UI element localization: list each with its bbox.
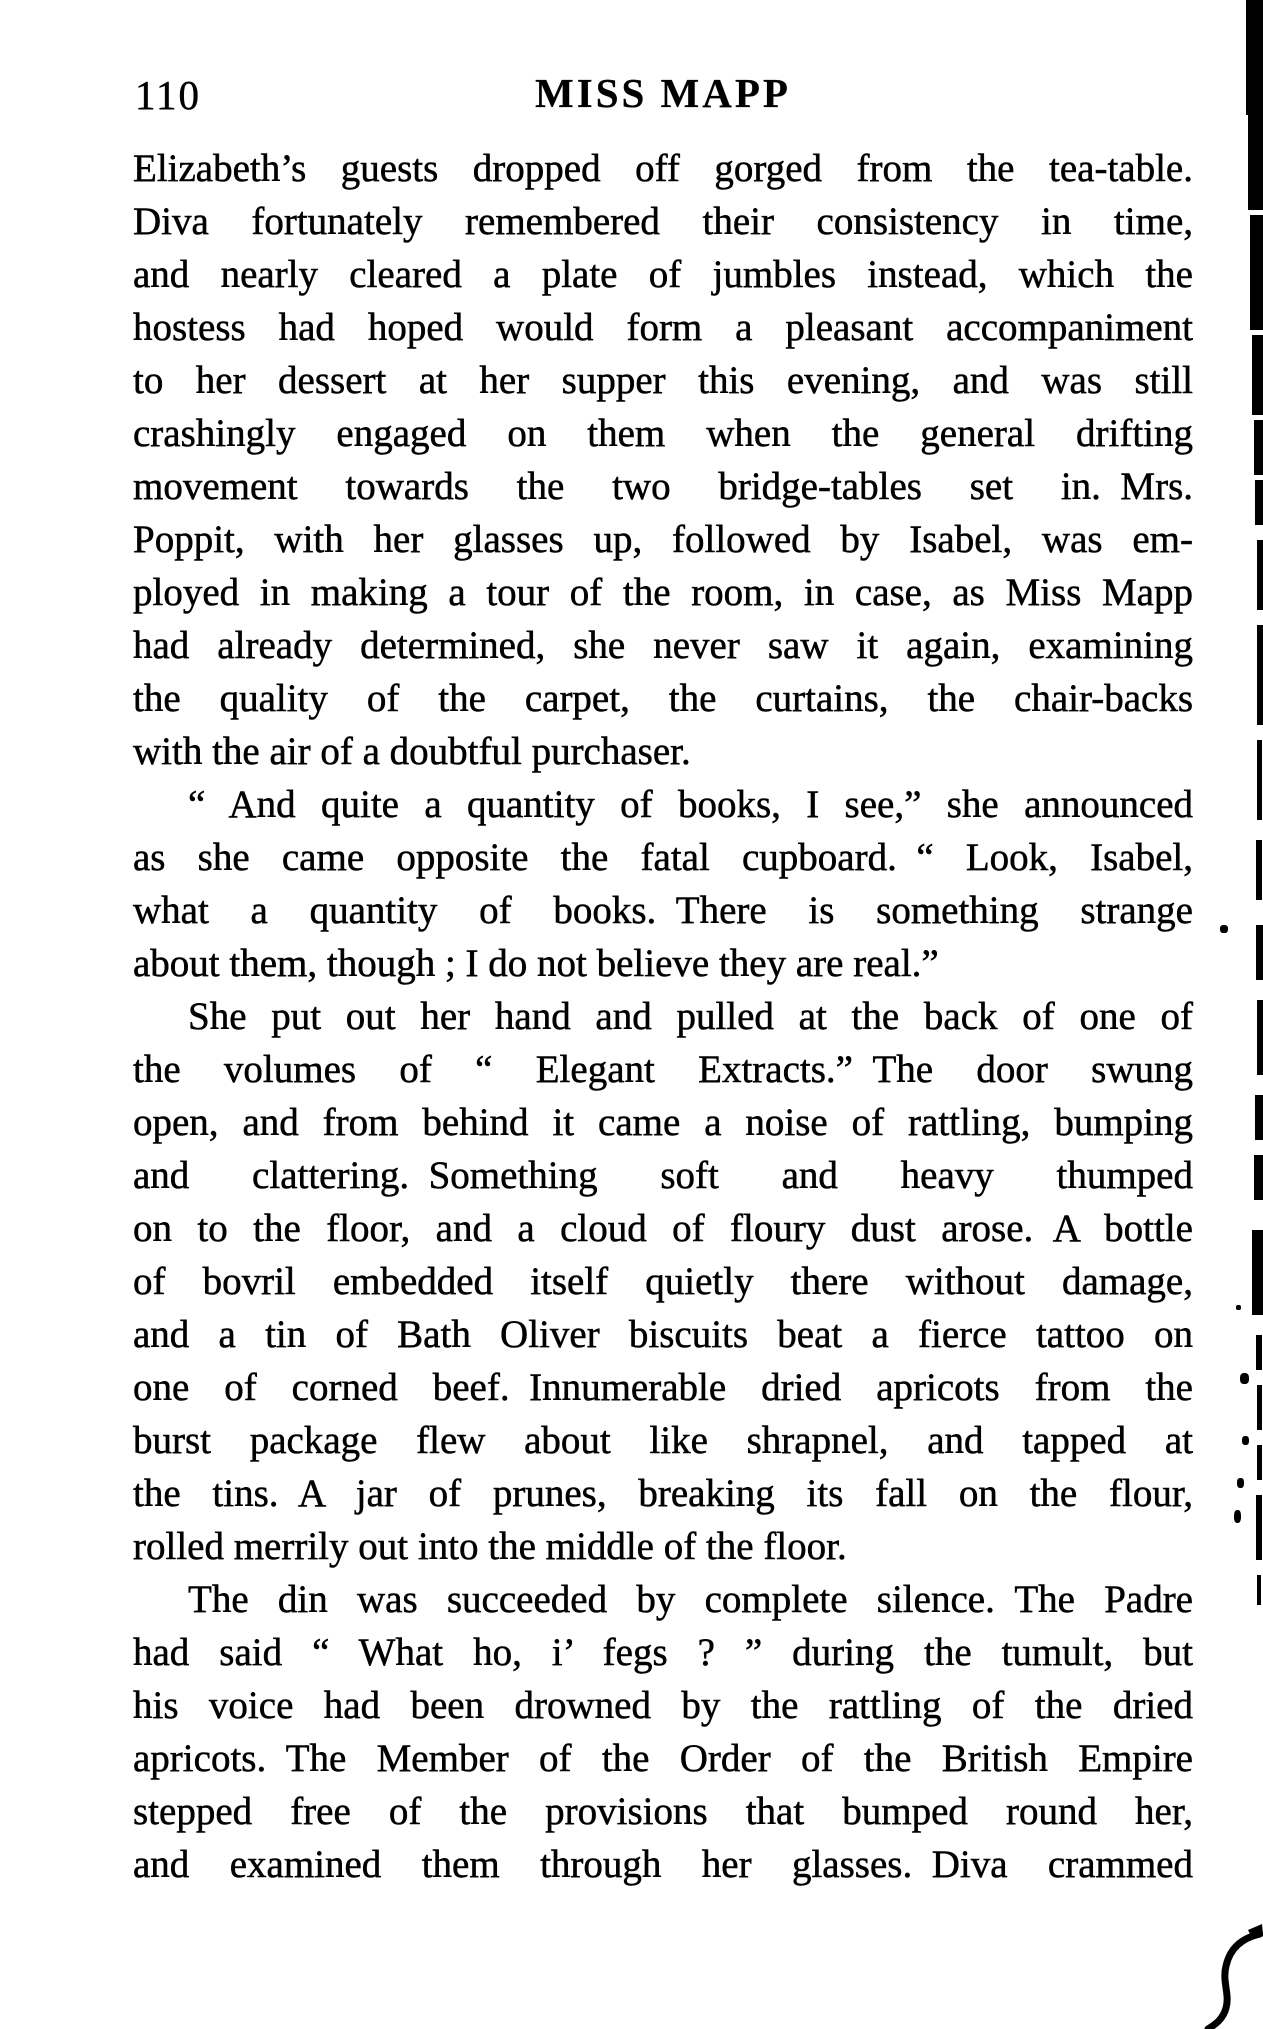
text-line: on to the floor, and a cloud of floury dust arose. A bottle (133, 1207, 1193, 1250)
scan-artifact (1256, 840, 1262, 900)
text-line: apricots. The Member of the Order of the British Empire (133, 1737, 1193, 1780)
text-line: about them, though ; I do not believe they are real.” (133, 942, 939, 985)
text-line: as she came opposite the fatal cupboard. “ Look, Isabel, (133, 836, 1193, 879)
scan-speck (1236, 1305, 1241, 1310)
text-line: to her dessert at her supper this evening, and was still (133, 359, 1193, 402)
scan-speck (1234, 1510, 1241, 1523)
scan-artifact (1256, 1495, 1262, 1560)
text-line: She put out her hand and pulled at the back of one of (188, 995, 1193, 1038)
text-line: crashingly engaged on them when the general drifting (133, 412, 1193, 455)
text-line: of bovril embedded itself quietly there without damage, (133, 1260, 1193, 1303)
scan-artifact (1256, 925, 1263, 980)
scan-artifact (1250, 215, 1263, 330)
scan-artifact (1254, 1155, 1263, 1200)
text-line: The din was succeeded by complete silence. The Padre (188, 1578, 1193, 1621)
scan-artifact (1256, 1335, 1262, 1370)
ink-curl-mark (1186, 1918, 1263, 2029)
running-title: MISS MAPP (535, 70, 791, 116)
text-line: movement towards the two bridge-tables set in. Mrs. (133, 465, 1193, 508)
page-number: 110 (135, 72, 201, 118)
text-line: had already determined, she never saw it again, examining (133, 624, 1193, 667)
scan-artifact (1254, 420, 1263, 475)
text-line: open, and from behind it came a noise of rattling, bumping (133, 1101, 1193, 1144)
scan-artifact (1255, 1095, 1263, 1140)
text-line: rolled merrily out into the middle of the floor. (133, 1525, 847, 1568)
text-line: with the air of a doubtful purchaser. (133, 730, 691, 773)
text-line: and nearly cleared a plate of jumbles instead, which the (133, 253, 1193, 296)
text-line: the quality of the carpet, the curtains, the chair-backs (133, 677, 1193, 720)
scan-artifact (1257, 1575, 1261, 1605)
scan-speck (1240, 1373, 1249, 1384)
text-line: Elizabeth’s guests dropped off gorged from the tea-table. (133, 147, 1193, 190)
scan-speck (1220, 925, 1228, 933)
page-body (133, 142, 1193, 1891)
text-line: “ And quite a quantity of books, I see,” she announced (188, 783, 1193, 826)
text-line: hostess had hoped would form a pleasant accompaniment (133, 306, 1193, 349)
scan-speck (1242, 1436, 1249, 1445)
scan-artifact (1246, 0, 1263, 115)
scan-artifact (1257, 1445, 1262, 1480)
text-line: burst package flew about like shrapnel, and tapped at (133, 1419, 1193, 1462)
text-line: the tins. A jar of prunes, breaking its fall on the flour, (133, 1472, 1193, 1515)
text-line: Diva fortunately remembered their consistency in time, (133, 200, 1193, 243)
text-line: and a tin of Bath Oliver biscuits beat a fierce tattoo on (133, 1313, 1193, 1356)
scan-artifact (1248, 115, 1263, 210)
scan-artifact (1252, 1230, 1263, 1315)
scan-artifact (1252, 335, 1263, 415)
text-line: one of corned beef. Innumerable dried apricots from the (133, 1366, 1193, 1409)
scan-artifact (1257, 625, 1263, 725)
text-line: his voice had been drowned by the rattling of the dried (133, 1684, 1193, 1727)
text-line: Poppit, with her glasses up, followed by Isabel, was em- (133, 518, 1193, 561)
scan-speck (1237, 1478, 1244, 1488)
text-line: and examined them through her glasses. Diva crammed (133, 1843, 1193, 1886)
text-line: ployed in making a tour of the room, in case, as Miss Mapp (133, 571, 1193, 614)
page-header (133, 72, 1193, 118)
text-line: the volumes of “ Elegant Extracts.” The door swung (133, 1048, 1193, 1091)
text-line: had said “ What ho, i’ fegs ? ” during the tumult, but (133, 1631, 1193, 1674)
scan-artifact (1257, 540, 1263, 610)
text-line: stepped free of the provisions that bumped round her, (133, 1790, 1193, 1833)
scan-artifact (1255, 480, 1263, 525)
scan-artifact (1257, 1385, 1262, 1430)
text-line: what a quantity of books. There is something strange (133, 889, 1193, 932)
scan-artifact (1257, 1000, 1263, 1075)
scan-artifact (1257, 740, 1262, 820)
text-line: and clattering. Something soft and heavy thumped (133, 1154, 1193, 1197)
